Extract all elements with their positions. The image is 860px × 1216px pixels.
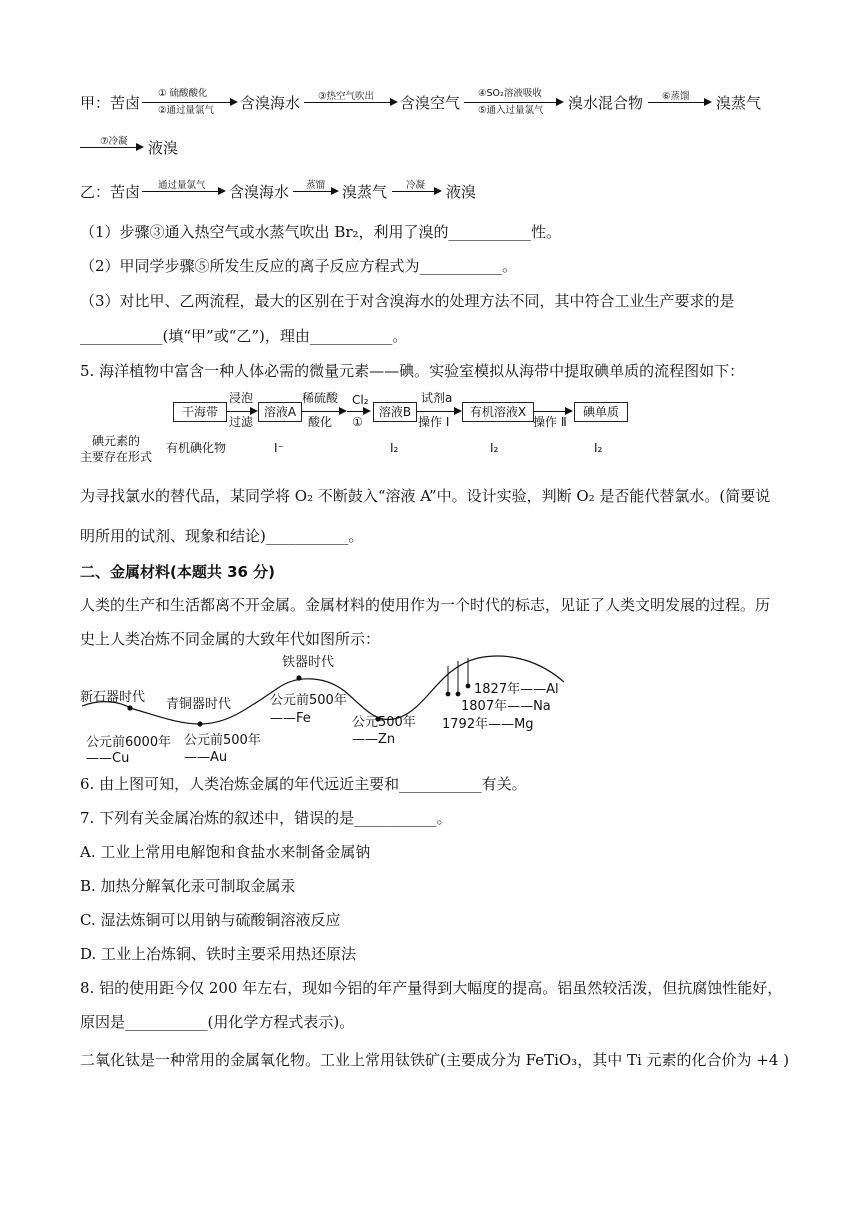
arrow1-top-label: 浸泡 <box>229 391 254 405</box>
arrow3-bottom-label: ① <box>352 415 363 429</box>
box-dry-kelp: 干海带 <box>173 402 227 422</box>
question-5-text-line2: 明所用的试剂、现象和结论)___________。 <box>80 527 364 545</box>
arrow-line <box>293 191 333 192</box>
flow-jia-node5: 液溴 <box>148 139 179 157</box>
arrow-line <box>142 191 220 192</box>
arrow-line <box>301 411 341 412</box>
al-entry: 1827年——Al <box>474 682 559 697</box>
flow-jia-step1-bottom: ②通过量氯气 <box>158 105 215 116</box>
arrow-line <box>142 102 232 103</box>
flow-jia-node4: 溴蒸气 <box>716 94 762 112</box>
flow-jia-step1-top: ① 硫酸酸化 <box>158 88 208 99</box>
q7-option-c: C. 湿法炼铜可以用钠与硫酸铜溶液反应 <box>80 911 341 929</box>
arrow-line <box>416 411 456 412</box>
era-neolithic: 新石器时代 <box>80 690 146 705</box>
flow-yi-step3: 冷凝 <box>406 180 426 191</box>
row-label-line2: 主要存在形式 <box>80 450 153 464</box>
arrow-line <box>304 102 392 103</box>
arrow-head-icon <box>556 98 564 106</box>
flow-jia-label: 甲：苦卤 <box>80 94 141 112</box>
form-solution-a: I⁻ <box>274 441 284 455</box>
arrow-head-icon <box>565 407 573 415</box>
arrow-head-icon <box>339 407 347 415</box>
form-solution-b: I₂ <box>390 441 399 455</box>
arrow-head-icon <box>390 98 398 106</box>
arrow-head-icon <box>704 98 712 106</box>
question-8-line1: 8. 铝的使用距今仅 200 年左右，现如今铝的年产量得到大幅度的提高。铝虽然较活泼，但抗腐蚀性能好， <box>80 979 783 997</box>
flow-jia-node3: 溴水混合物 <box>568 94 644 112</box>
box-solution-a: 溶液A <box>258 402 302 422</box>
au-metal: ——Au <box>184 750 228 765</box>
arrow-line <box>392 191 436 192</box>
box-organic-solution-x: 有机溶液X <box>462 402 534 422</box>
question-7: 7. 下列有关金属冶炼的叙述中，错误的是___________。 <box>80 809 452 827</box>
q7-option-b: B. 加热分解氧化汞可制取金属汞 <box>80 877 296 895</box>
flow-yi-step2: 蒸馏 <box>306 180 326 191</box>
fe-metal: ——Fe <box>270 711 311 726</box>
flow-jia-node2: 含溴空气 <box>400 94 461 112</box>
arrow2-top-label: 稀硫酸 <box>302 391 339 405</box>
flow-yi-node1: 含溴海水 <box>229 183 290 201</box>
arrow3-top-label: Cl₂ <box>352 393 369 407</box>
arrow-head-icon <box>331 187 339 195</box>
q7-option-d: D. 工业上冶炼铜、铁时主要采用热还原法 <box>80 945 357 963</box>
arrow1-bottom-label: 过滤 <box>229 415 254 429</box>
na-entry: 1807年——Na <box>461 699 551 714</box>
era-bronze: 青铜器时代 <box>166 697 232 712</box>
question-8-line2: 原因是___________(用化学方程式表示)。 <box>80 1013 355 1031</box>
form-iodine: I₂ <box>594 441 603 455</box>
question-2: （2）甲同学步骤⑤所发生反应的离子反应方程式为___________。 <box>80 257 518 275</box>
arrow-line <box>226 411 252 412</box>
box-iodine: 碘单质 <box>574 402 628 422</box>
question-3-line1: （3）对比甲、乙两流程，最大的区别在于对含溴海水的处理方法不同，其中符合工业生产要求的是 <box>80 292 735 310</box>
intro-line2: 史上人类冶炼不同金属的大致年代如图所示： <box>80 630 381 648</box>
question-3-line2: ___________(填“甲”或“乙”)，理由___________。 <box>80 327 408 345</box>
au-year: 公元前500年 <box>184 733 261 748</box>
arrow-line <box>464 102 558 103</box>
arrow-head-icon <box>363 407 371 415</box>
flow-jia-step4-top: ④SO₂溶液吸收 <box>478 88 542 99</box>
arrow-head-icon <box>250 407 258 415</box>
question-6: 6. 由上图可知，人类冶炼金属的年代远近主要和___________有关。 <box>80 775 527 793</box>
mg-entry: 1792年——Mg <box>442 717 534 732</box>
arrow4-bottom-label: 操作 Ⅰ <box>418 415 450 429</box>
flow-yi-label: 乙：苦卤 <box>80 183 141 201</box>
arrow-line <box>533 411 567 412</box>
flow-yi-node3: 液溴 <box>446 183 477 201</box>
form-dry-kelp: 有机碘化物 <box>166 441 227 455</box>
arrow-head-icon <box>434 187 442 195</box>
flow-jia-step6: ⑥蒸馏 <box>662 91 690 102</box>
q7-option-a: A. 工业上常用电解饱和食盐水来制备金属钠 <box>80 843 371 861</box>
row-label-line1: 碘元素的 <box>92 434 141 448</box>
arrow-head-icon <box>136 143 144 151</box>
section-2-title: 二、金属材料(本题共 36 分) <box>80 563 276 581</box>
cu-year: 公元前6000年 <box>86 735 172 750</box>
zn-metal: ——Zn <box>352 732 396 747</box>
arrow-head-icon <box>454 407 462 415</box>
flow-jia-step7: ⑦冷凝 <box>100 136 128 147</box>
flow-jia-step5-bottom: ⑤通入过量氯气 <box>478 105 544 116</box>
intro-line1: 人类的生产和生活都离不开金属。金属材料的使用作为一个时代的标志，见证了人类文明发展的过程。历 <box>80 596 771 614</box>
arrow4-top-label: 试剂a <box>421 391 453 405</box>
titanium-intro: 二氧化钛是一种常用的金属氧化物。工业上常用钛铁矿(主要成分为 FeTiO₃，其中 Ti 元素的化合价为 +4 ) <box>80 1051 790 1069</box>
flow-yi-node2: 溴蒸气 <box>342 183 388 201</box>
arrow-line <box>80 147 138 148</box>
arrow5-bottom-label: 操作 Ⅱ <box>533 415 567 429</box>
question-1: （1）步骤③通入热空气或水蒸气吹出 Br₂，利用了溴的___________性。 <box>80 223 562 241</box>
question-5: 5. 海洋植物中富含一种人体必需的微量元素——碘。实验室模拟从海带中提取碘单质的流程图如下： <box>80 362 745 380</box>
question-5-text-line1: 为寻找氯水的替代品，某同学将 O₂ 不断鼓入“溶液 A”中。设计实验，判断 O₂ 是否能代替氯水。(简要说 <box>80 487 771 505</box>
box-solution-b: 溶液B <box>373 402 417 422</box>
zn-year: 公元500年 <box>352 715 416 730</box>
flow-jia-step3: ③热空气吹出 <box>318 91 375 102</box>
arrow-head-icon <box>218 187 226 195</box>
arrow-head-icon <box>230 98 238 106</box>
fe-year: 公元前500年 <box>270 693 347 708</box>
flow-jia-node1: 含溴海水 <box>240 94 301 112</box>
arrow2-bottom-label: 酸化 <box>308 415 333 429</box>
cu-metal: ——Cu <box>86 751 130 766</box>
era-iron: 铁器时代 <box>282 655 335 670</box>
arrow-line <box>648 102 706 103</box>
form-organic-x: I₂ <box>490 441 499 455</box>
flow-yi-step1: 通过量氯气 <box>158 180 206 191</box>
